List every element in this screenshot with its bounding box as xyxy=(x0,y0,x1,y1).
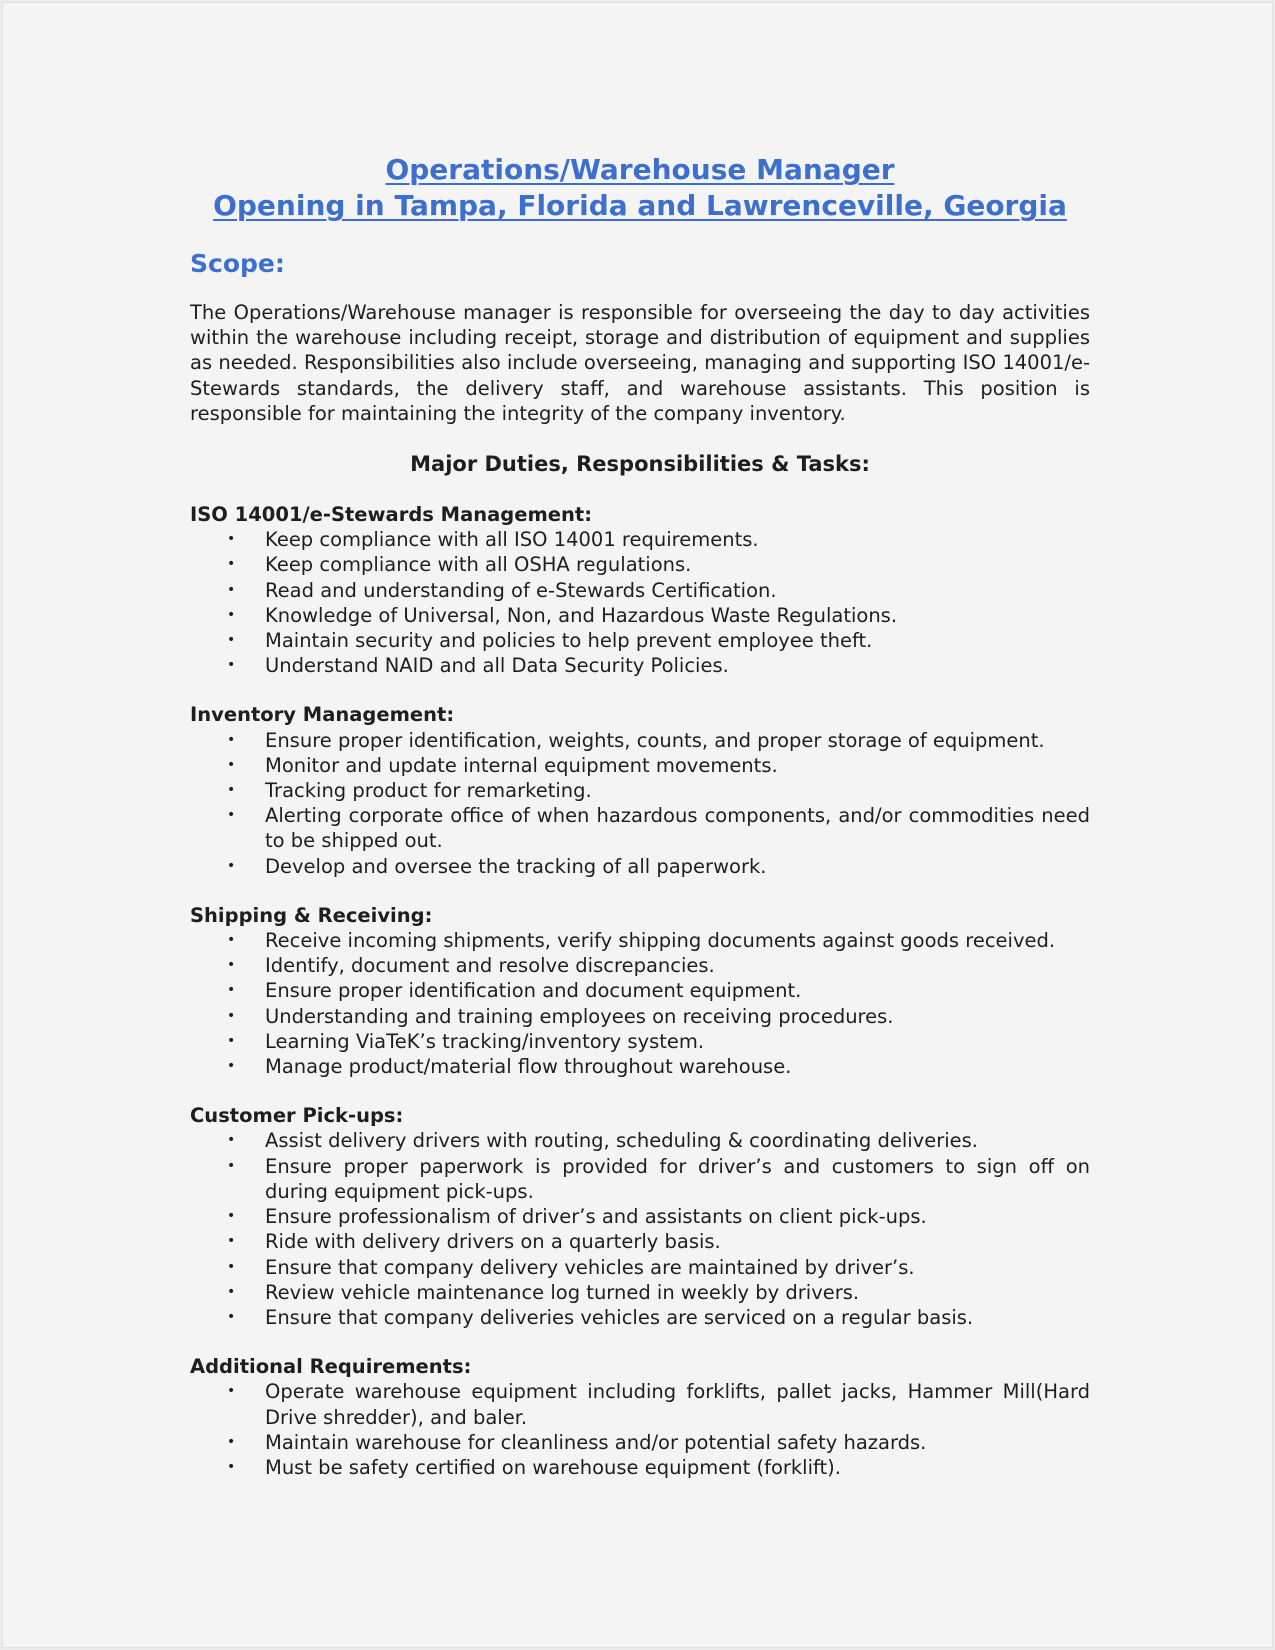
list-item-text: Maintain security and policies to help prevent employee theft. xyxy=(265,629,873,653)
list-item xyxy=(190,578,1090,603)
bullet-icon: • xyxy=(227,1458,236,1475)
list-item-text: Ensure proper identification and document equipment. xyxy=(265,979,802,1003)
list-item-text: Ensure that company deliveries vehicles are serviced on a regular basis. xyxy=(265,1305,974,1329)
list-item xyxy=(190,728,1090,753)
bullet-icon: • xyxy=(227,1007,236,1024)
list-item xyxy=(190,778,1090,803)
list-item xyxy=(190,1430,1090,1455)
list-item-text: Manage product/material flow throughout warehouse. xyxy=(265,1055,792,1079)
list-item-text: Ride with delivery drivers on a quarterly basis. xyxy=(265,1230,721,1254)
section-additional-requirements xyxy=(190,1354,1090,1480)
list-item-text: Monitor and update internal equipment movements. xyxy=(265,753,778,777)
list-item-text: Understand NAID and all Data Security Policies. xyxy=(265,654,729,678)
bullet-icon: • xyxy=(227,857,236,874)
bullet-icon: • xyxy=(227,756,236,773)
section-iso xyxy=(190,502,1090,678)
list-item xyxy=(190,1029,1090,1054)
bullet-icon: • xyxy=(227,581,236,598)
bullet-icon: • xyxy=(227,1258,236,1275)
section-customer-pickups xyxy=(190,1103,1090,1330)
bullet-icon: • xyxy=(227,731,236,748)
list-item-text: Identify, document and resolve discrepancies. xyxy=(265,954,715,978)
list-item-text: Ensure proper paperwork is provided for driver’s and customers to sign off on during equipment pick-ups. xyxy=(265,1154,1090,1203)
list-item xyxy=(190,753,1090,778)
scope-paragraph: The Operations/Warehouse manager is responsible for overseeing the day to day activities within the warehouse including receipt, storage and distribution of equipment and supplies as needed. Responsibilities also include overseeing, managing and supporting ISO 14001/e-Stewards standards, the delivery staff, and warehouse assistants. This position is responsible for maintaining the integrity of the company inventory. xyxy=(190,301,1090,425)
list-item-text: Keep compliance with all OSHA regulations. xyxy=(265,553,692,577)
major-duties-heading: Major Duties, Responsibilities & Tasks: xyxy=(410,452,870,477)
list-item xyxy=(190,1280,1090,1305)
list-item-text: Ensure professionalism of driver’s and assistants on client pick-ups. xyxy=(265,1205,927,1229)
list-item xyxy=(190,803,1090,853)
list-item xyxy=(190,653,1090,678)
bullet-list xyxy=(190,928,1090,1079)
list-item-text: Operate warehouse equipment including forklifts, pallet jacks, Hammer Mill(Hard Drive shredder), and baler. xyxy=(265,1380,1090,1429)
section-inventory xyxy=(190,702,1090,878)
list-item xyxy=(190,978,1090,1003)
list-item xyxy=(190,953,1090,978)
list-item xyxy=(190,527,1090,552)
list-item-text: Read and understanding of e-Stewards Certification. xyxy=(265,578,777,602)
list-item xyxy=(190,1255,1090,1280)
bullet-list xyxy=(190,728,1090,879)
bullet-icon: • xyxy=(227,1283,236,1300)
list-item xyxy=(190,1004,1090,1029)
bullet-list xyxy=(190,1379,1090,1480)
document-page xyxy=(2,2,1273,1648)
list-item-text: Develop and oversee the tracking of all paperwork. xyxy=(265,854,767,878)
scope-heading: Scope: xyxy=(190,249,285,278)
list-item xyxy=(190,1229,1090,1254)
bullet-icon: • xyxy=(227,531,236,548)
list-item xyxy=(190,603,1090,628)
list-item-text: Learning ViaTeK’s tracking/inventory system. xyxy=(265,1029,705,1053)
list-item-text: Tracking product for remarketing. xyxy=(265,779,592,803)
bullet-icon: • xyxy=(227,807,236,824)
bullet-icon: • xyxy=(227,1433,236,1450)
list-item xyxy=(190,1154,1090,1204)
bullet-icon: • xyxy=(227,632,236,649)
document-content xyxy=(190,152,1090,1480)
bullet-icon: • xyxy=(227,782,236,799)
list-item xyxy=(190,854,1090,879)
list-item-text: Receive incoming shipments, verify shipping documents against goods received. xyxy=(265,929,1056,953)
bullet-icon: • xyxy=(227,1132,236,1149)
bullet-icon: • xyxy=(227,1208,236,1225)
section-title: Customer Pick-ups: xyxy=(190,1104,404,1128)
bullet-icon: • xyxy=(227,1308,236,1325)
bullet-icon: • xyxy=(227,556,236,573)
bullet-icon: • xyxy=(227,1233,236,1250)
list-item-text: Review vehicle maintenance log turned in weekly by drivers. xyxy=(265,1280,860,1304)
bullet-icon: • xyxy=(227,932,236,949)
bullet-icon: • xyxy=(227,606,236,623)
section-title: Additional Requirements: xyxy=(190,1355,472,1379)
bullet-icon: • xyxy=(227,982,236,999)
bullet-icon: • xyxy=(227,1058,236,1075)
job-title-line-1: Operations/Warehouse Manager xyxy=(385,153,895,186)
list-item-text: Understanding and training employees on receiving procedures. xyxy=(265,1004,894,1028)
list-item-text: Maintain warehouse for cleanliness and/or potential safety hazards. xyxy=(265,1430,927,1454)
bullet-icon: • xyxy=(227,1383,236,1400)
list-item xyxy=(190,1455,1090,1480)
bullet-list xyxy=(190,527,1090,678)
section-title: Inventory Management: xyxy=(190,703,455,727)
list-item xyxy=(190,1204,1090,1229)
list-item-text: Must be safety certified on warehouse equipment (forklift). xyxy=(265,1455,841,1479)
job-title-line-2: Opening in Tampa, Florida and Lawrenceville, Georgia xyxy=(213,189,1067,222)
list-item-text: Keep compliance with all ISO 14001 requirements. xyxy=(265,528,759,552)
list-item xyxy=(190,928,1090,953)
bullet-icon: • xyxy=(227,1032,236,1049)
list-item-text: Ensure that company delivery vehicles are maintained by driver’s. xyxy=(265,1255,915,1279)
list-item-text: Ensure proper identification, weights, counts, and proper storage of equipment. xyxy=(265,728,1045,752)
list-item-text: Assist delivery drivers with routing, scheduling & coordinating deliveries. xyxy=(265,1129,978,1153)
bullet-icon: • xyxy=(227,957,236,974)
job-title xyxy=(190,152,1090,224)
list-item-text: Alerting corporate office of when hazardous components, and/or commodities need to be shipped out. xyxy=(265,804,1090,853)
list-item xyxy=(190,552,1090,577)
list-item xyxy=(190,1305,1090,1330)
list-item-text: Knowledge of Universal, Non, and Hazardous Waste Regulations. xyxy=(265,603,898,627)
section-shipping xyxy=(190,903,1090,1079)
list-item xyxy=(190,1379,1090,1429)
bullet-icon: • xyxy=(227,657,236,674)
list-item xyxy=(190,1128,1090,1153)
list-item xyxy=(190,1054,1090,1079)
section-title: Shipping & Receiving: xyxy=(190,903,433,927)
bullet-icon: • xyxy=(227,1157,236,1174)
section-title: ISO 14001/e-Stewards Management: xyxy=(190,503,593,527)
bullet-list xyxy=(190,1128,1090,1330)
duties-sections xyxy=(190,502,1090,1480)
list-item xyxy=(190,628,1090,653)
